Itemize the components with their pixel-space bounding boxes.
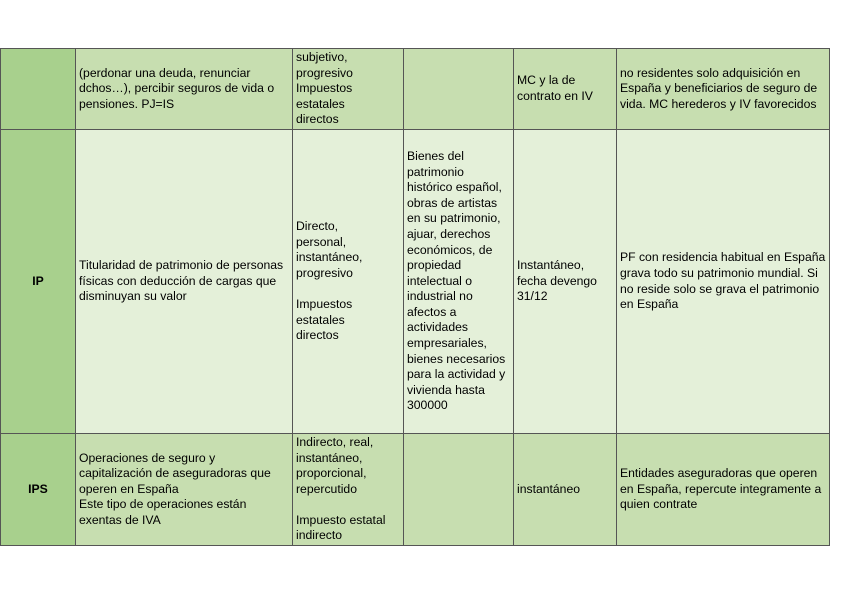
cell-naturaleza: Directo, personal, instantáneo, progresivo Impuestos estatales directos bbox=[293, 130, 404, 434]
table-row bbox=[1, 434, 830, 546]
cell-exenciones bbox=[404, 49, 514, 130]
cell-devengo: MC y la de contrato en IV bbox=[514, 49, 617, 130]
cell-sujeto-pasivo: Entidades aseguradoras que operen en España, repercute integramente a quien contrate bbox=[617, 434, 830, 546]
table-row bbox=[1, 130, 830, 434]
cell-hecho-imponible: Operaciones de seguro y capitalización de aseguradoras que operen en España Este tipo de operaciones están exentas de IVA bbox=[76, 434, 293, 546]
table-row bbox=[1, 49, 830, 130]
cell-exenciones bbox=[404, 434, 514, 546]
cell-sujeto-pasivo: no residentes solo adquisición en España y beneficiarios de seguro de vida. MC herederos y IV favorecidos bbox=[617, 49, 830, 130]
cell-hecho-imponible: (perdonar una deuda, renunciar dchos…), percibir seguros de vida o pensiones. PJ=IS bbox=[76, 49, 293, 130]
row-label: IP bbox=[1, 130, 76, 434]
cell-exenciones: Bienes del patrimonio histórico español, obras de artistas en su patrimonio, ajuar, derechos económicos, de propiedad intelectual o industrial no afectos a actividades empresariales, bienes necesarios para la actividad y vivienda hasta 300000 bbox=[404, 130, 514, 434]
cell-devengo: instantáneo bbox=[514, 434, 617, 546]
cell-hecho-imponible: Titularidad de patrimonio de personas físicas con deducción de cargas que disminuyan su valor bbox=[76, 130, 293, 434]
row-label bbox=[1, 49, 76, 130]
cell-naturaleza: Indirecto, real, instantáneo, proporcional, repercutido Impuesto estatal indirecto bbox=[293, 434, 404, 546]
row-label: IPS bbox=[1, 434, 76, 546]
cell-devengo: Instantáneo, fecha devengo 31/12 bbox=[514, 130, 617, 434]
cell-naturaleza: subjetivo, progresivo Impuestos estatales directos bbox=[293, 49, 404, 130]
tax-table bbox=[0, 48, 830, 546]
cell-sujeto-pasivo: PF con residencia habitual en España grava todo su patrimonio mundial. Si no reside solo se grava el patrimonio en España bbox=[617, 130, 830, 434]
